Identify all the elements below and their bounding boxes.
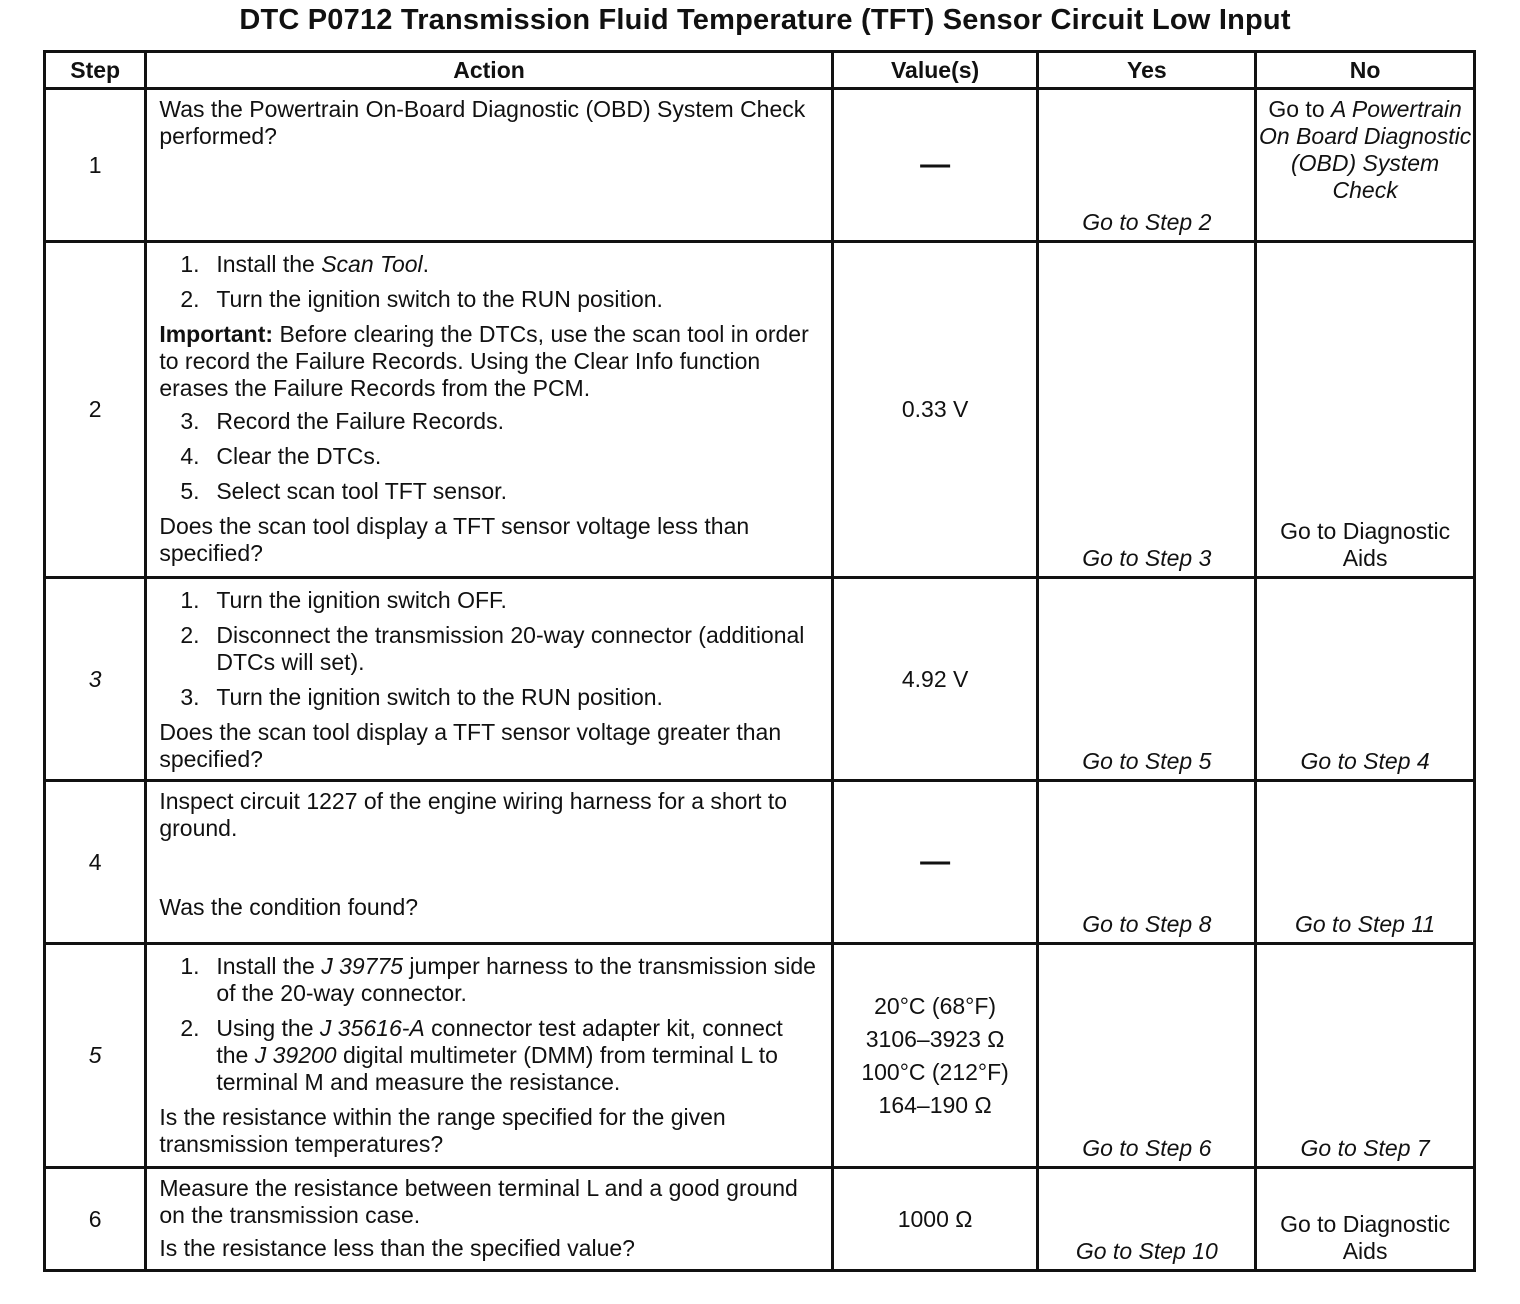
action-text: Inspect circuit 1227 of the engine wiring harness for a short to ground. [159, 788, 788, 841]
table-row-step-4 [45, 781, 1475, 944]
list-item: 2. Turn the ignition switch to the RUN position. [180, 286, 663, 312]
list-item: 3. Turn the ignition switch to the RUN position. [180, 684, 663, 710]
header-yes: Yes [1038, 52, 1256, 89]
yes-cell: Go to Step 2 [1038, 89, 1256, 242]
value-line: 100°C (212°F) [861, 1058, 1009, 1085]
list-item: 5. Select scan tool TFT sensor. [180, 478, 507, 504]
important-note: Important: Before clearing the DTCs, use the scan tool in order to record the Failure Records. Using the Clear Info function erases the Failure Records from the PCM. [159, 321, 809, 401]
action-list [159, 953, 820, 1096]
action-list [159, 587, 820, 711]
action-list [159, 408, 820, 505]
yes-cell: Go to Step 5 [1038, 578, 1256, 781]
no-cell: Go to Step 7 [1256, 944, 1475, 1168]
no-cell: Go to Step 11 [1256, 781, 1475, 944]
value-line: 164–190 Ω [878, 1091, 992, 1118]
page-title: DTC P0712 Transmission Fluid Temperature (TFT) Sensor Circuit Low Input [239, 4, 1291, 36]
no-cell [1256, 89, 1475, 242]
table-row-step-2 [45, 242, 1475, 578]
value-cell: 4.92 V [832, 578, 1038, 781]
step-number: 3 [45, 578, 146, 781]
diagnostic-table [43, 50, 1476, 1272]
value-line: 20°C (68°F) [874, 992, 997, 1019]
table-header-row [45, 52, 1475, 89]
no-prefix: Go to [1268, 96, 1332, 122]
yes-cell: Go to Step 3 [1038, 242, 1256, 578]
action-cell [146, 242, 832, 578]
list-item: 1. Install the Scan Tool. [180, 251, 430, 277]
action-question: Is the resistance less than the specified value? [159, 1235, 635, 1261]
yes-cell: Go to Step 8 [1038, 781, 1256, 944]
header-no: No [1256, 52, 1475, 89]
table-row-step-3 [45, 578, 1475, 781]
action-question: Was the Powertrain On-Board Diagnostic (OBD) System Check performed? [159, 96, 806, 149]
value-cell [832, 89, 1038, 242]
action-question: Was the condition found? [159, 894, 419, 920]
step-number: 4 [45, 781, 146, 944]
no-reference: A Powertrain On Board Diagnostic (OBD) System Check [1258, 96, 1472, 203]
step-number: 6 [45, 1168, 146, 1271]
table-row-step-1 [45, 89, 1475, 242]
no-cell: Go to Diagnostic Aids [1256, 242, 1475, 578]
action-text: Measure the resistance between terminal L and a good ground on the transmission case. [159, 1175, 798, 1228]
list-item: 4. Clear the DTCs. [180, 443, 382, 469]
yes-cell: Go to Step 10 [1038, 1168, 1256, 1271]
action-list [159, 251, 820, 313]
value-text: — [920, 147, 951, 181]
list-item: 1. Install the J 39775 jumper harness to the transmission side of the 20-way connector. [180, 953, 816, 1006]
value-text: — [920, 844, 951, 878]
action-cell [146, 578, 832, 781]
action-cell [146, 944, 832, 1168]
list-item: 2. Using the J 35616-A connector test adapter kit, connect the J 39200 digital multimeter (DMM) from terminal L to terminal M and measure the resistance. [180, 1015, 783, 1095]
step-number: 2 [45, 242, 146, 578]
action-question: Is the resistance within the range specified for the given transmission temperatures? [159, 1104, 726, 1157]
yes-cell: Go to Step 6 [1038, 944, 1256, 1168]
step-number: 1 [45, 89, 146, 242]
no-cell: Go to Step 4 [1256, 578, 1475, 781]
no-cell: Go to Diagnostic Aids [1256, 1168, 1475, 1271]
value-line: 3106–3923 Ω [865, 1025, 1005, 1052]
action-cell [146, 1168, 832, 1271]
list-item: 1. Turn the ignition switch OFF. [180, 587, 507, 613]
action-cell [146, 89, 832, 242]
value-cell [832, 781, 1038, 944]
header-step: Step [45, 52, 146, 89]
table-row-step-5 [45, 944, 1475, 1168]
value-cell: 0.33 V [832, 242, 1038, 578]
action-question: Does the scan tool display a TFT sensor voltage greater than specified? [159, 719, 782, 772]
action-question: Does the scan tool display a TFT sensor voltage less than specified? [159, 513, 750, 566]
value-cell [832, 944, 1038, 1168]
header-action: Action [146, 52, 832, 89]
header-value: Value(s) [832, 52, 1038, 89]
step-number: 5 [45, 944, 146, 1168]
table-row-step-6 [45, 1168, 1475, 1271]
value-cell: 1000 Ω [832, 1168, 1038, 1271]
list-item: 3. Record the Failure Records. [180, 408, 504, 434]
list-item: 2. Disconnect the transmission 20-way connector (additional DTCs will set). [180, 622, 805, 675]
action-cell [146, 781, 832, 944]
